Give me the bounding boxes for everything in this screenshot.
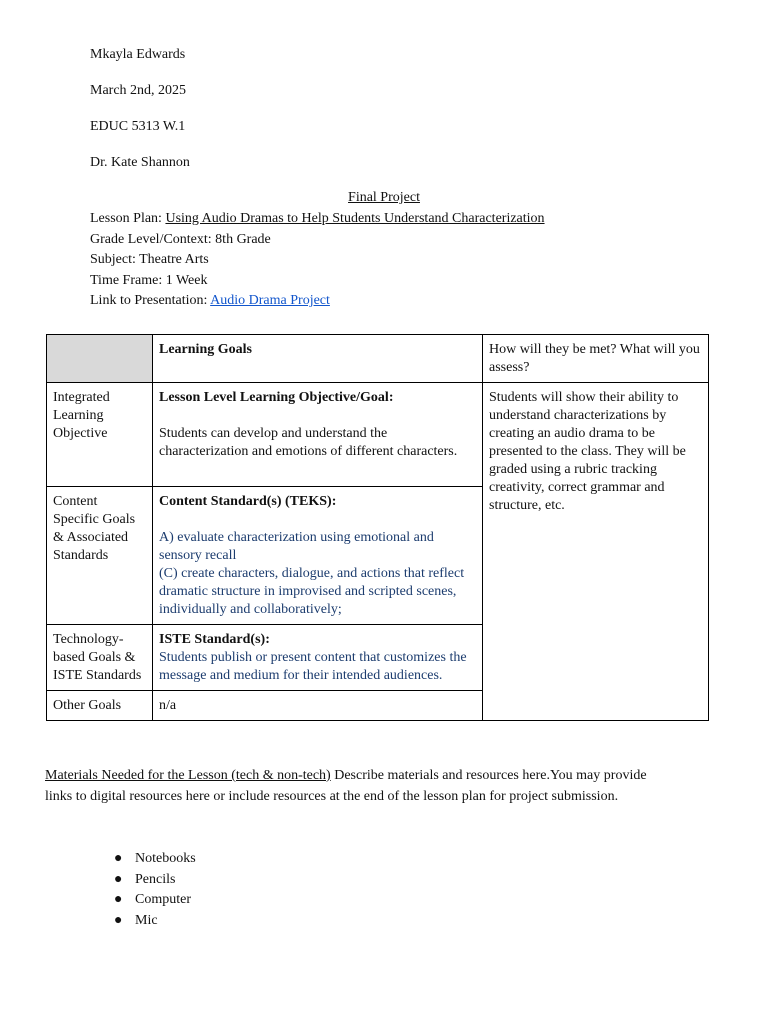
bullet-icon: ● <box>114 851 123 866</box>
document-date: March 2nd, 2025 <box>90 83 187 98</box>
header-learning-goals: Learning Goals <box>153 335 483 383</box>
objective-body: Students can develop and understand the characterization and emotions of different characters. <box>159 426 458 459</box>
bullet-icon: ● <box>114 892 123 907</box>
row-content: n/a <box>153 691 483 721</box>
presentation-line <box>90 293 330 309</box>
lesson-plan-line <box>90 211 545 227</box>
materials-list <box>110 849 196 931</box>
objective-title: Lesson Level Learning Objective/Goal: <box>159 390 394 405</box>
row-content <box>153 625 483 691</box>
author-name: Mkayla Edwards <box>90 47 186 62</box>
list-item <box>110 870 196 891</box>
row-label: Technology-based Goals & ISTE Standards <box>47 625 153 691</box>
materials-heading: Materials Needed for the Lesson (tech & non-tech) <box>45 768 331 783</box>
time-frame: Time Frame: 1 Week <box>90 273 208 288</box>
iste-body: Students publish or present content that customizes the message and medium for their intended audiences. <box>159 650 467 683</box>
course-code: EDUC 5313 W.1 <box>90 119 186 134</box>
row-label: Other Goals <box>47 691 153 721</box>
bullet-icon: ● <box>114 871 123 887</box>
row-label: Integrated Learning Objective <box>47 383 153 487</box>
materials-paragraph <box>45 766 675 807</box>
materials-description: Describe materials and resources here.You may provide links to digital resources here or include resources at the end of the lesson plan for project submission. <box>45 768 647 804</box>
list-item-label: Computer <box>135 892 191 907</box>
grade-level: Grade Level/Context: 8th Grade <box>90 232 271 247</box>
document-title <box>0 190 768 206</box>
teks-standard-c: (C) create characters, dialogue, and actions that reflect dramatic structure in improvised and scripted scenes, individually and collaboratively; <box>159 566 465 617</box>
row-content <box>153 383 483 487</box>
bullet-icon: ● <box>114 912 123 928</box>
lesson-plan-title: Using Audio Dramas to Help Students Understand Characterization <box>165 211 545 226</box>
list-item <box>110 911 196 932</box>
presentation-link[interactable]: Audio Drama Project <box>210 293 330 308</box>
table-row <box>47 383 709 487</box>
list-item-label: Mic <box>135 912 158 928</box>
table-header-row <box>47 335 709 383</box>
teks-title: Content Standard(s) (TEKS): <box>159 494 337 509</box>
row-label: Content Specific Goals & Associated Standards <box>47 487 153 625</box>
list-item-label: Pencils <box>135 871 176 887</box>
iste-title: ISTE Standard(s): <box>159 632 270 647</box>
row-content <box>153 487 483 625</box>
assessment-cell: Students will show their ability to understand characterizations by creating an audio drama to be presented to the class. They will be graded using a rubric tracking creativity, correct grammar and structure, etc. <box>483 383 709 721</box>
learning-goals-table <box>46 334 709 721</box>
lesson-plan-label: Lesson Plan: <box>90 211 166 226</box>
list-item-label: Notebooks <box>135 851 196 866</box>
header-empty-cell <box>47 335 153 383</box>
title-text: Final Project <box>348 190 420 205</box>
presentation-label: Link to Presentation: <box>90 293 211 308</box>
list-item <box>110 890 196 911</box>
header-assessment: How will they be met? What will you assess? <box>483 335 709 383</box>
teks-standard-a: A) evaluate characterization using emotional and sensory recall <box>159 530 434 563</box>
instructor-name: Dr. Kate Shannon <box>90 155 190 170</box>
subject: Subject: Theatre Arts <box>90 252 209 267</box>
list-item <box>110 849 196 870</box>
